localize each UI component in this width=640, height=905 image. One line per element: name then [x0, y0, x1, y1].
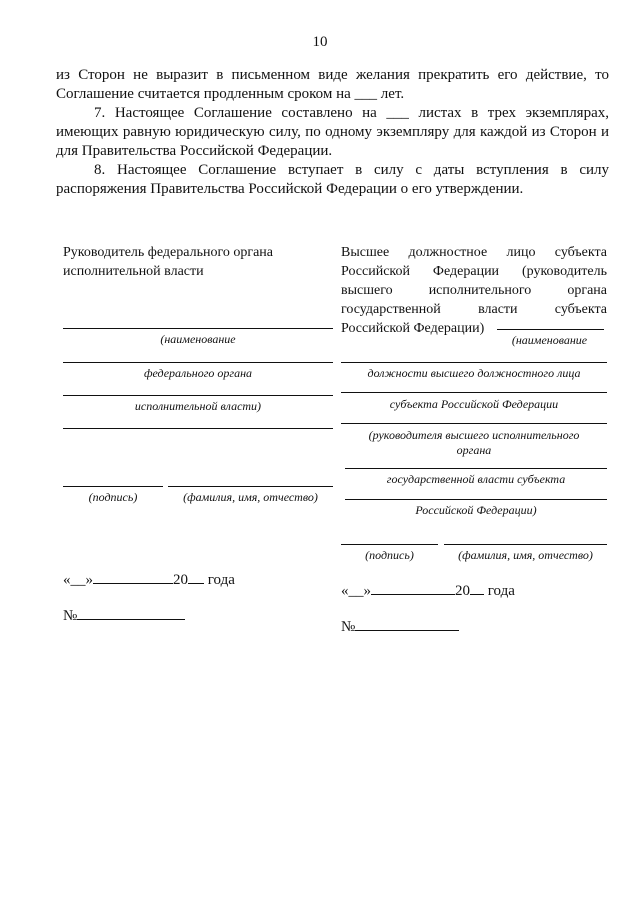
- regional-date-suffix: года: [487, 583, 515, 599]
- federal-date-year-blank: [188, 570, 204, 584]
- federal-number-sign: №: [63, 608, 78, 624]
- federal-caption-fullname: (фамилия, имя, отчество): [183, 490, 318, 504]
- regional-caption-fullname: (фамилия, имя, отчество): [458, 548, 593, 562]
- regional-signatory-block: [341, 243, 607, 338]
- regional-caption-signature: (подпись): [365, 548, 414, 562]
- regional-heading-blank-line: [497, 329, 604, 330]
- regional-name-line-3: [341, 423, 607, 424]
- federal-signatory-block: [63, 243, 335, 281]
- federal-signature-line: [63, 486, 163, 487]
- regional-caption-executive: (руководителя высшего исполнительного: [368, 428, 580, 442]
- federal-date-suffix: года: [207, 572, 235, 588]
- page-number: 10: [312, 34, 328, 50]
- regional-fullname-line: [444, 544, 607, 545]
- federal-name-line-3: [63, 395, 333, 396]
- federal-signatory-heading: Руководитель федерального органа исполнительной власти: [63, 245, 273, 279]
- federal-number-blank: [77, 606, 185, 620]
- federal-date-month-blank: [93, 570, 173, 584]
- regional-signature-line: [341, 544, 438, 545]
- paragraph-7: 7. Настоящее Соглашение составлено на ___ листах в трех экземплярах, имеющих равную юридическую силу, по одному экземпляру для каждой из Сторон и для Правительства Российской Федерации.: [56, 105, 609, 159]
- federal-name-line-2: [63, 362, 333, 363]
- regional-number-blank: [355, 617, 459, 631]
- regional-date-year-blank: [470, 581, 484, 595]
- regional-name-line-1: [341, 362, 607, 363]
- federal-caption-name: (наименование: [160, 332, 236, 346]
- regional-caption-position: должности высшего должностного лица: [367, 366, 581, 380]
- regional-name-line-5: [345, 499, 607, 500]
- regional-date-day: «__»: [341, 583, 371, 599]
- federal-date: [63, 570, 235, 589]
- regional-caption-state-power: государственной власти субъекта: [386, 472, 566, 486]
- federal-caption-organ: федерального органа: [143, 366, 253, 380]
- federal-date-year-prefix: 20: [173, 572, 188, 588]
- paragraph-8: 8. Настоящее Соглашение вступает в силу с даты вступления в силу распоряжения Правительства Российской Федерации о его утверждении.: [56, 162, 609, 197]
- federal-caption-signature: (подпись): [88, 490, 138, 504]
- regional-name-line-4: [345, 468, 607, 469]
- federal-fullname-line: [168, 486, 333, 487]
- regional-name-line-2: [341, 392, 607, 393]
- federal-number: [63, 606, 185, 625]
- federal-date-day: «__»: [63, 572, 93, 588]
- federal-caption-authority: исполнительной власти): [134, 399, 262, 413]
- regional-caption-organ: органа: [456, 443, 492, 457]
- federal-name-line-1: [63, 328, 333, 329]
- regional-date: [341, 581, 515, 600]
- paragraph-continuation: из Сторон не выразит в письменном виде желания прекратить его действие, то Соглашение считается продленным сроком на ___ лет.: [56, 67, 609, 102]
- regional-number: [341, 617, 459, 636]
- federal-name-line-4: [63, 428, 333, 429]
- agreement-text: [56, 66, 609, 199]
- regional-date-month-blank: [371, 581, 455, 595]
- regional-caption-subject: субъекта Российской Федерации: [389, 397, 559, 411]
- regional-date-year-prefix: 20: [455, 583, 470, 599]
- regional-number-sign: №: [341, 619, 356, 635]
- regional-signatory-heading: Высшее должностное лицо субъекта Российской Федерации (руководитель высшего исполнительного органа государственной власти субъекта Российской Федерации): [341, 245, 607, 336]
- regional-caption-federation: Российской Федерации): [415, 503, 537, 517]
- regional-caption-name: (наименование: [511, 333, 588, 347]
